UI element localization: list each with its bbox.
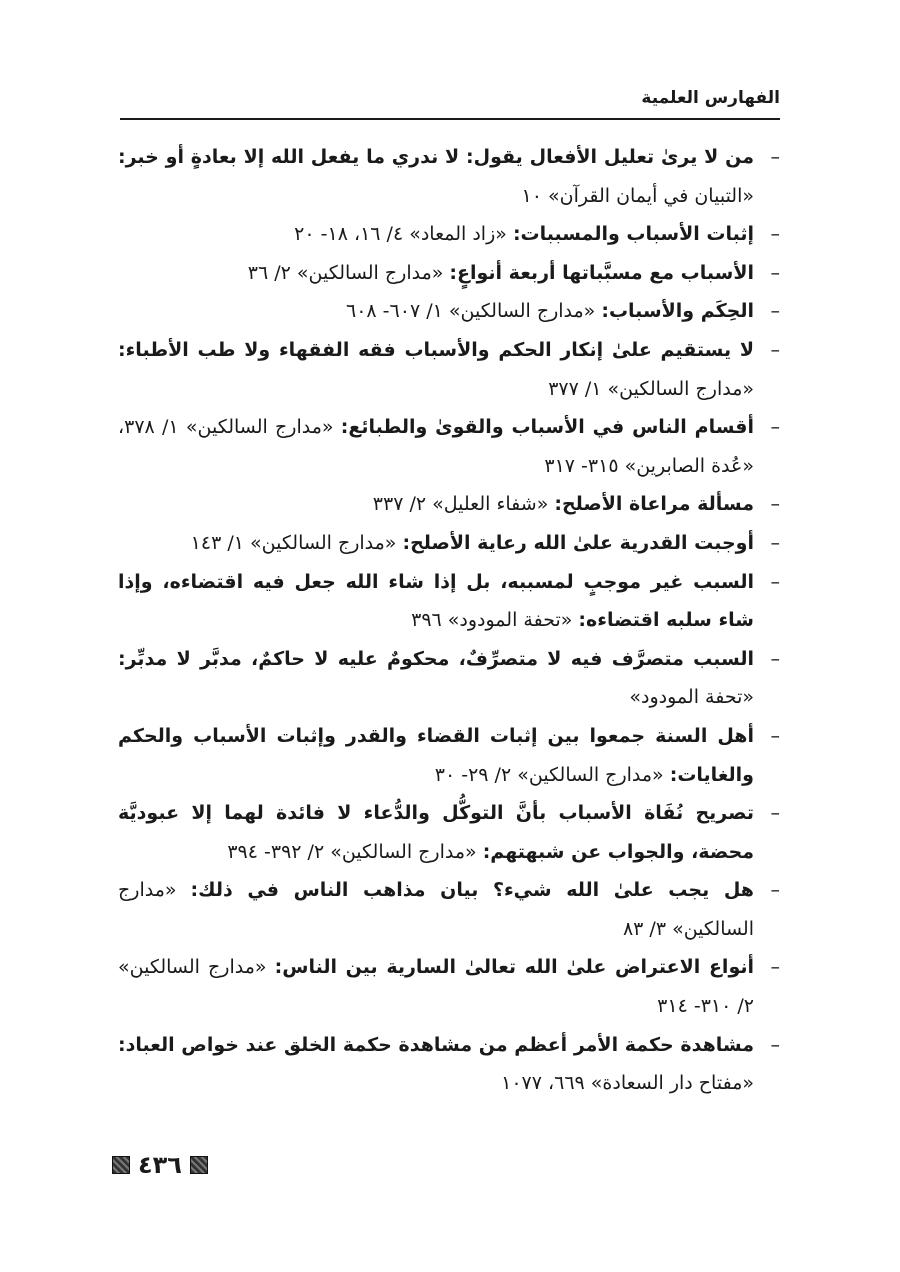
dash-bullet-icon: – <box>770 570 780 593</box>
entry-source: «زاد المعاد» ٤/ ١٦، ١٨- ٢٠ <box>294 223 513 246</box>
index-entry <box>118 871 780 948</box>
index-entry <box>118 1026 780 1103</box>
entry-topic: مشاهدة حكمة الأمر أعظم من مشاهدة حكمة الخلق عند خواص العباد: <box>118 1033 754 1056</box>
dash-bullet-icon: – <box>770 300 780 323</box>
entry-source: «مدارج السالكين» ٢/ ٣٦ <box>247 261 450 284</box>
entry-topic: هل يجب علىٰ الله شيء؟ بيان مذاهب الناس في ذلك: <box>190 879 754 902</box>
ornament-left-icon <box>112 1156 130 1174</box>
index-entry <box>118 524 780 563</box>
entry-topic: السبب متصرَّف فيه لا متصرِّفٌ، محكومٌ عليه لا حاكمٌ، مدبَّر لا مدبِّر: <box>118 647 754 670</box>
entry-source: «مدارج السالكين» ١/ ٣٧٨، «عُدة الصابرين» ٣١٥- ٣١٧ <box>118 416 754 477</box>
entry-source: «مدارج السالكين» ٢/ ٢٩- ٣٠ <box>434 763 670 786</box>
dash-bullet-icon: – <box>770 802 780 825</box>
ornament-right-icon <box>190 1156 208 1174</box>
page-footer <box>112 1150 208 1180</box>
dash-bullet-icon: – <box>770 493 780 516</box>
entry-topic: إثبات الأسباب والمسببات: <box>512 223 754 246</box>
entry-source: «تحفة المودود» <box>629 686 754 709</box>
entry-topic: تصريح نُفَاة الأسباب بأنَّ التوكُّل والدُّعاء لا فائدة لهما إلا عبوديَّة محضة، والجواب عن شبهتهم: <box>118 802 754 863</box>
index-entry <box>118 794 780 871</box>
dash-bullet-icon: – <box>770 416 780 439</box>
entry-topic: الأسباب مع مسبَّباتها أربعة أنواعٍ: <box>449 261 754 284</box>
entry-topic: السبب غير موجبٍ لمسببه، بل إذا شاء الله جعل فيه اقتضاءه، وإذا شاء سلبه اقتضاءه: <box>118 570 754 632</box>
entry-topic: أنواع الاعتراض علىٰ الله تعالىٰ السارية بين الناس: <box>274 956 754 979</box>
dash-bullet-icon: – <box>770 879 780 902</box>
index-entry <box>118 215 780 254</box>
dash-bullet-icon: – <box>770 1033 780 1056</box>
dash-bullet-icon: – <box>770 647 780 670</box>
entry-topic: أقسام الناس في الأسباب والقوىٰ والطبائع: <box>340 416 754 439</box>
index-entry <box>118 640 780 717</box>
entry-topic: لا يستقيم علىٰ إنكار الحكم والأسباب فقه الفقهاء ولا طب الأطباء: <box>118 338 754 361</box>
index-entry <box>118 948 780 1025</box>
entry-topic: من لا يرىٰ تعليل الأفعال يقول: لا ندري ما يفعل الله إلا بعادةٍ أو خبر: <box>118 146 754 168</box>
index-entry <box>118 717 780 794</box>
entry-source: «مفتاح دار السعادة» ٦٦٩، ١٠٧٧ <box>501 1072 754 1095</box>
dash-bullet-icon: – <box>770 956 780 979</box>
header-rule <box>120 118 780 120</box>
running-header: الفهارس العلمية <box>641 88 780 108</box>
entry-topic: أهل السنة جمعوا بين إثبات القضاء والقدر وإثبات الأسباب والحكم والغايات: <box>118 724 754 786</box>
index-entry <box>118 138 780 215</box>
dash-bullet-icon: – <box>770 338 780 361</box>
dash-bullet-icon: – <box>770 146 780 168</box>
index-entry <box>118 563 780 640</box>
entry-source: «مدارج السالكين» ٢/ ٣٩٢- ٣٩٤ <box>227 840 483 863</box>
entry-source: «مدارج السالكين» ١/ ٦٠٧- ٦٠٨ <box>346 300 602 323</box>
index-entry <box>118 485 780 524</box>
index-entry <box>118 292 780 331</box>
entry-source: «مدارج السالكين» ١/ ١٤٣ <box>190 531 403 554</box>
entry-source: «تحفة المودود» ٣٩٦ <box>411 609 579 632</box>
entry-topic: الحِكَم والأسباب: <box>601 300 754 323</box>
index-entry <box>118 254 780 293</box>
entry-source: «مدارج السالكين» ٢/ ٣١٠- ٣١٤ <box>118 956 754 1018</box>
dash-bullet-icon: – <box>770 223 780 246</box>
entry-source: «التبيان في أيمان القرآن» ١٠ <box>521 184 754 207</box>
dash-bullet-icon: – <box>770 724 780 747</box>
entry-source: «مدارج السالكين» ٣/ ٨٣ <box>118 879 754 940</box>
dash-bullet-icon: – <box>770 531 780 554</box>
dash-bullet-icon: – <box>770 261 780 284</box>
index-entries <box>118 138 780 1103</box>
index-entry <box>118 331 780 408</box>
entry-source: «شفاء العليل» ٢/ ٣٣٧ <box>372 493 555 516</box>
entry-source: «مدارج السالكين» ١/ ٣٧٧ <box>548 377 754 400</box>
entry-topic: مسألة مراعاة الأصلح: <box>554 493 754 516</box>
entry-topic: أوجبت القدرية علىٰ الله رعاية الأصلح: <box>402 531 754 554</box>
page-number: ٤٣٦ <box>138 1151 182 1179</box>
index-entry <box>118 408 780 485</box>
